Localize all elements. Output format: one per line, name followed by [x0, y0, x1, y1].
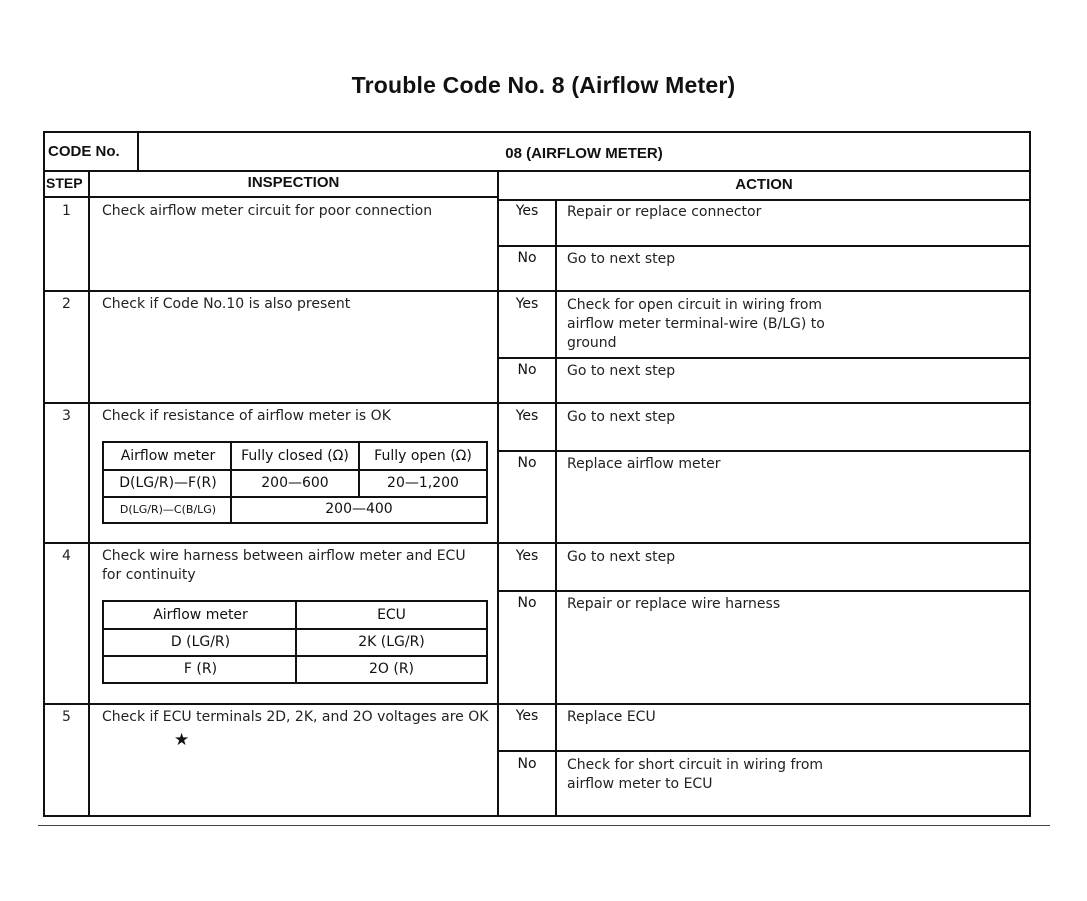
no-action: Replace airflow meter	[567, 456, 721, 472]
resistance-header-cell: Fully open (Ω)	[374, 448, 472, 464]
resistance-header-cell: Fully closed (Ω)	[241, 448, 349, 464]
code-label: CODE No.	[48, 143, 120, 160]
step-inspection: Check if ECU terminals 2D, 2K, and 2O voltages are OK	[102, 709, 489, 725]
step-inspection: Check wire harness between airflow meter and ECU for continuity	[102, 548, 466, 583]
yes-action: Repair or replace connector	[567, 204, 762, 220]
resistance-table	[102, 441, 488, 524]
yes-action: Go to next step	[567, 409, 676, 425]
no-label: No	[517, 362, 537, 378]
resistance-cell: D(LG/R)—F(R)	[119, 475, 217, 491]
yes-action: Go to next step	[567, 549, 676, 565]
page-title: Trouble Code No. 8 (Airflow Meter)	[351, 72, 736, 98]
continuity-header-cell: Airflow meter	[153, 607, 248, 623]
resistance-cell: 200—400	[325, 501, 393, 517]
continuity-cell: D (LG/R)	[170, 634, 231, 650]
continuity-cell: F (R)	[183, 661, 218, 677]
yes-label: Yes	[515, 708, 539, 724]
resistance-cell: D(LG/R)—C(B/LG)	[119, 503, 217, 516]
continuity-cell: 2K (LG/R)	[358, 634, 425, 650]
no-action: Check for short circuit in wiring from airflow meter to ECU	[567, 757, 824, 792]
yes-action: Check for open circuit in wiring from airflow meter terminal-wire (B/LG) to ground	[567, 297, 825, 351]
yes-label: Yes	[515, 296, 539, 312]
resistance-cell: 200—600	[261, 475, 329, 491]
step-inspection: Check if resistance of airflow meter is OK	[102, 408, 391, 424]
yes-label: Yes	[515, 408, 539, 424]
step-inspection: Check airflow meter circuit for poor connection	[102, 203, 433, 219]
step-number: 4	[62, 548, 71, 564]
yes-label: Yes	[515, 203, 539, 219]
no-action: Repair or replace wire harness	[567, 596, 781, 612]
yes-label: Yes	[515, 548, 539, 564]
step-number: 2	[62, 296, 71, 312]
step-header: STEP	[46, 175, 83, 191]
step-number: 5	[62, 709, 71, 725]
no-label: No	[517, 250, 537, 266]
bottom-rule	[38, 825, 1050, 826]
action-header: ACTION	[735, 176, 793, 193]
star-icon: ★	[174, 730, 190, 750]
step-number: 1	[62, 203, 71, 219]
continuity-table	[102, 600, 488, 684]
no-label: No	[517, 756, 537, 772]
no-label: No	[517, 595, 537, 611]
no-label: No	[517, 455, 537, 471]
continuity-header-cell: ECU	[377, 607, 406, 623]
code-value: 08 (AIRFLOW METER)	[505, 145, 663, 162]
yes-action: Replace ECU	[567, 709, 656, 725]
continuity-cell: 2O (R)	[368, 661, 415, 677]
step-number: 3	[62, 408, 71, 424]
resistance-header-cell: Airflow meter	[120, 448, 216, 464]
step-inspection: Check if Code No.10 is also present	[102, 296, 351, 312]
no-action: Go to next step	[567, 363, 676, 379]
resistance-cell: 20—1,200	[387, 475, 459, 491]
no-action: Go to next step	[567, 251, 676, 267]
inspection-header: INSPECTION	[247, 174, 340, 191]
